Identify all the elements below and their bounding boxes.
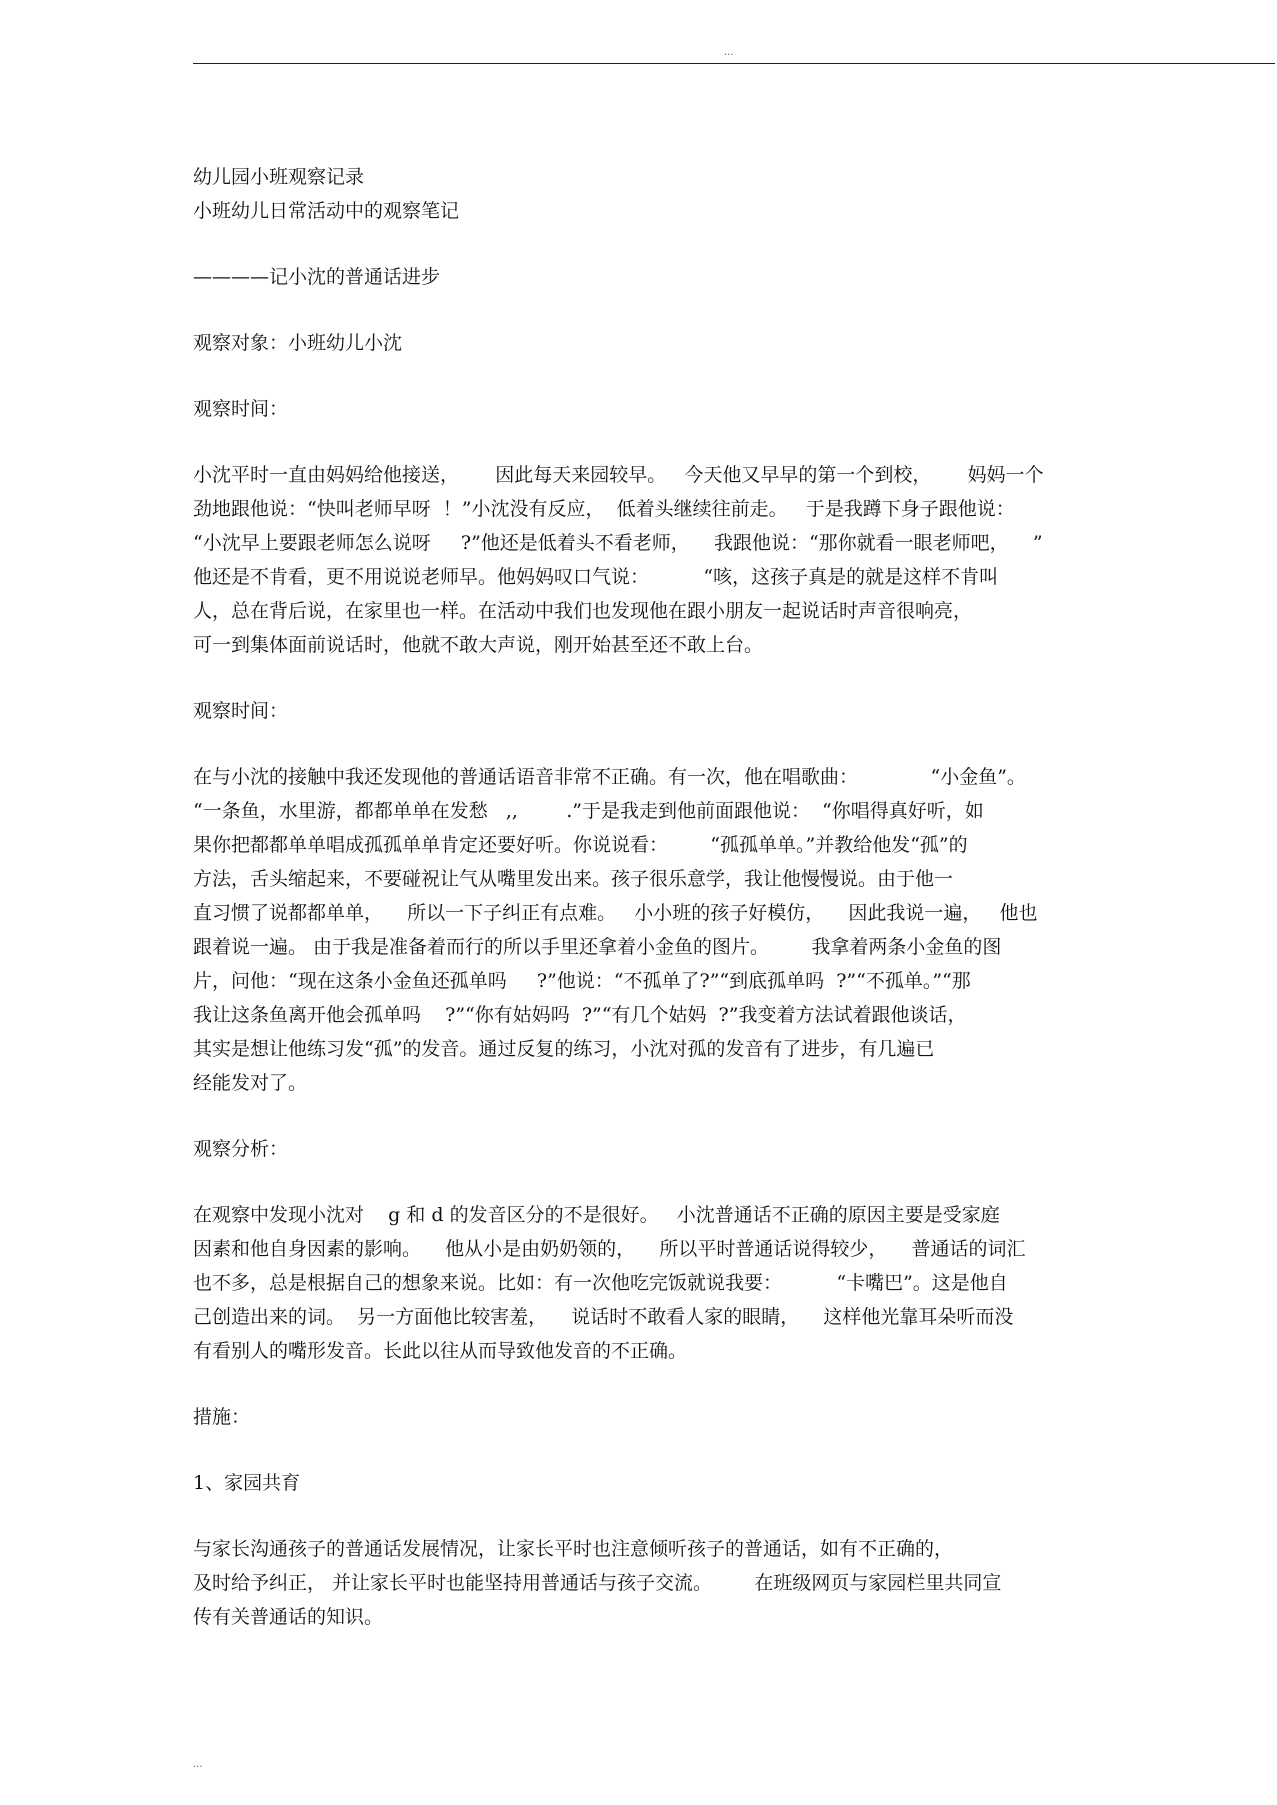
- paragraph-line: 及时给予纠正， 并让家长平时也能坚持用普通话与孩子交流。 在班级网页与家园栏里共同宣: [193, 1572, 1002, 1594]
- observation-subject: 观察对象：小班幼儿小沈: [193, 332, 403, 354]
- section-paragraph: [193, 1198, 1113, 1368]
- section-paragraph: [193, 458, 1113, 662]
- paragraph-line: “一条鱼，水里游，都都单单在发愁 ,, .”于是我走到他前面跟他说： “你唱得真好听，如: [193, 800, 984, 822]
- header-marker: ...: [724, 47, 734, 58]
- document-title: 幼儿园小班观察记录: [193, 166, 365, 188]
- section-paragraph: [193, 1532, 1113, 1634]
- paragraph-line: 他还是不肯看，更不用说说老师早。他妈妈叹口气说： “咳，这孩子真是的就是这样不肯叫: [193, 566, 999, 588]
- paragraph-line: 与家长沟通孩子的普通话发展情况，让家长平时也注意倾听孩子的普通话，如有不正确的，: [193, 1538, 954, 1560]
- paragraph-line: 劲地跟他说：“快叫老师早呀 ！”小沈没有反应， 低着头继续往前走。 于是我蹲下身子跟他说：: [193, 498, 1015, 520]
- paragraph-line: 人，总在背后说，在家里也一样。在活动中我们也发现他在跟小朋友一起说话时声音很响亮，: [193, 600, 973, 622]
- paragraph-line: 其实是想让他练习发“孤”的发音。通过反复的练习，小沈对孤的发音有了进步，有几遍已: [193, 1038, 935, 1060]
- document-body: [193, 160, 1113, 1634]
- paragraph-line: 在与小沈的接触中我还发现他的普通话语音非常不正确。有一次，他在唱歌曲： “小金鱼”。: [193, 766, 1026, 788]
- paragraph-line: 方法，舌头缩起来，不要碰祝让气从嘴里发出来。孩子很乐意学，我让他慢慢说。由于他一: [193, 868, 954, 890]
- paragraph-line: 传有关普通话的知识。: [193, 1606, 384, 1628]
- paragraph-line: 也不多，总是根据自己的想象来说。比如：有一次他吃完饭就说我要： “卡嘴巴”。这是他自: [193, 1272, 1008, 1294]
- paragraph-line: 在观察中发现小沈对 g 和 d 的发音区分的不是很好。 小沈普通话不正确的原因主要是受家庭: [193, 1204, 1000, 1226]
- paragraph-line: 果你把都都单单唱成孤孤单单肯定还要好听。你说说看： “孤孤单单。”并教给他发“孤”的: [193, 834, 968, 856]
- paragraph-line: 可一到集体面前说话时，他就不敢大声说，刚开始甚至还不敢上台。: [193, 634, 764, 656]
- section-heading: 观察时间：: [193, 398, 289, 420]
- paragraph-line: 有看别人的嘴形发音。长此以往从而导致他发音的不正确。: [193, 1340, 688, 1362]
- document-subtitle: 小班幼儿日常活动中的观察笔记: [193, 200, 460, 222]
- footer-marker: ...: [193, 1759, 203, 1770]
- section-heading: 措施：: [193, 1406, 251, 1428]
- paragraph-line: 跟着说一遍。 由于我是准备着而行的所以手里还拿着小金鱼的图片。 我拿着两条小金鱼的图: [193, 936, 1002, 958]
- paragraph-line: “小沈早上要跟老师怎么说呀 ?”他还是低着头不看老师， 我跟他说：“那你就看一眼老师吧， ”: [193, 532, 1043, 554]
- section-heading: 1、家园共育: [193, 1472, 301, 1494]
- section-heading: 观察分析：: [193, 1138, 289, 1160]
- paragraph-line: 己创造出来的词。 另一方面他比较害羞， 说话时不敢看人家的眼睛， 这样他光靠耳朵听而没: [193, 1306, 1014, 1328]
- section-heading: 观察时间：: [193, 700, 289, 722]
- document-subheading: ————记小沈的普通话进步: [193, 266, 441, 288]
- section-paragraph: [193, 760, 1113, 1100]
- paragraph-line: 因素和他自身因素的影响。 他从小是由奶奶领的， 所以平时普通话说得较少， 普通话的词汇: [193, 1238, 1026, 1260]
- paragraph-line: 直习惯了说都都单单， 所以一下子纠正有点难。 小小班的孩子好模仿， 因此我说一遍， 他也: [193, 902, 1038, 924]
- paragraph-line: 片，问他：“现在这条小金鱼还孤单吗 ?”他说：“不孤单了?”“到底孤单吗 ?”“不孤单。”“那: [193, 970, 971, 992]
- paragraph-line: 小沈平时一直由妈妈给他接送， 因此每天来园较早。 今天他又早早的第一个到校， 妈妈一个: [193, 464, 1044, 486]
- paragraph-line: 我让这条鱼离开他会孤单吗 ?”“你有姑妈吗 ?”“有几个姑妈 ?”我变着方法试着跟他谈话，: [193, 1004, 967, 1026]
- header-rule: [193, 63, 1275, 64]
- paragraph-line: 经能发对了。: [193, 1072, 308, 1094]
